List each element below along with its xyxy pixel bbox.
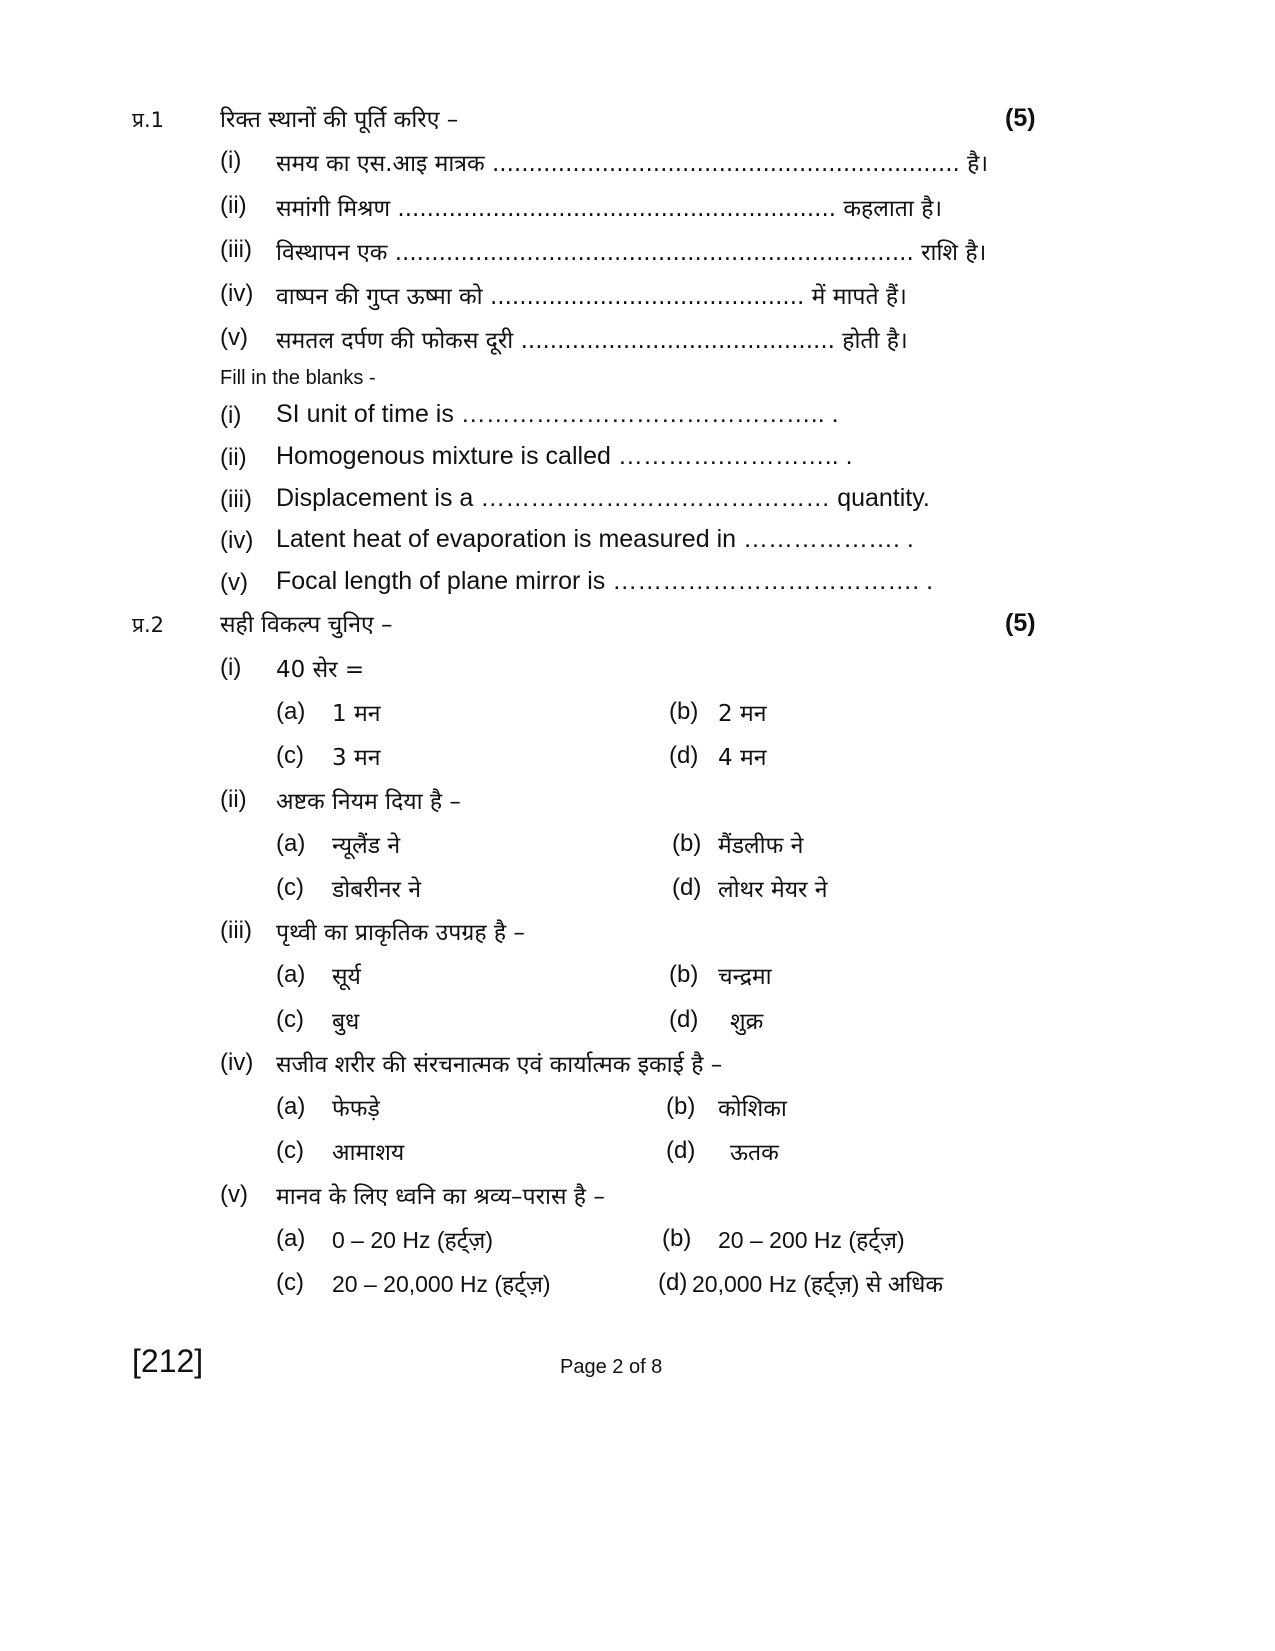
q1-hi-item-text: समतल दर्पण की फोकस दूरी ........................................... होती है। [276, 328, 908, 354]
q1-en-item-number: (iv) [220, 527, 254, 554]
q2-number: प्र.2 [132, 613, 164, 637]
option-text: 20 – 200 Hz (हर्ट्ज़) [718, 1227, 905, 1253]
q1-heading-hindi: रिक्त स्थानों की पूर्ति करिए – [220, 107, 459, 133]
option-text: डोबरीनर ने [332, 877, 422, 903]
option-label: (c) [276, 1006, 304, 1033]
option-text: कोशिका [718, 1096, 787, 1122]
q1-en-item-text: Displacement is a …………………………………… quantity. [276, 484, 930, 512]
option-text: बुध [332, 1009, 360, 1035]
q1-hi-item-text: विस्थापन एक ....................................................................... राशि है। [276, 240, 987, 266]
q2-question-text: पृथ्वी का प्राकृतिक उपग्रह है – [276, 920, 525, 946]
option-text: 20,000 Hz (हर्ट्ज़) से अधिक [692, 1271, 944, 1297]
q1-en-item-number: (i) [220, 402, 242, 429]
option-text: 0 – 20 Hz (हर्ट्ज़) [332, 1227, 494, 1253]
option-label: (b) [662, 1225, 692, 1252]
option-text: 20 – 20,000 Hz (हर्ट्ज़) [332, 1271, 551, 1297]
q1-en-item-number: (v) [220, 569, 248, 596]
option-label: (d) [669, 742, 699, 769]
q1-en-item-number: (ii) [220, 444, 247, 471]
option-label: (c) [276, 1269, 304, 1296]
option-text: 1 मन [332, 701, 381, 727]
option-text: सूर्य [332, 964, 361, 990]
paper-code: [212] [132, 1343, 204, 1379]
option-text: न्यूलैंड ने [332, 833, 401, 859]
option-text: 2 मन [718, 701, 767, 727]
q2-question-number: (i) [220, 654, 242, 681]
option-label: (a) [276, 1225, 306, 1252]
option-label: (d) [666, 1137, 696, 1164]
q1-marks: (5) [1005, 104, 1036, 132]
option-label: (c) [276, 742, 304, 769]
q1-hi-item-text: वाष्पन की गुप्त ऊष्मा को ........................................... में मापते हैं। [276, 284, 907, 310]
option-text: शुक्र [730, 1009, 764, 1035]
q2-question-number: (iv) [220, 1049, 254, 1076]
page-number: Page 2 of 8 [560, 1356, 663, 1378]
q1-en-item-text: SI unit of time is …………………………………….. . [276, 400, 839, 428]
q2-marks: (5) [1005, 609, 1036, 637]
option-label: (a) [276, 1093, 306, 1120]
option-text: 3 मन [332, 745, 381, 771]
q2-question-number: (iii) [220, 917, 252, 944]
q2-question-number: (ii) [220, 786, 247, 813]
option-label: (b) [666, 1093, 696, 1120]
option-text: आमाशय [332, 1140, 405, 1166]
option-label: (b) [669, 698, 699, 725]
q2-heading-hindi: सही विकल्प चुनिए – [220, 612, 393, 638]
q1-number: प्र.1 [132, 108, 164, 132]
option-label: (c) [276, 874, 304, 901]
option-label: (b) [672, 830, 702, 857]
option-text: लोथर मेयर ने [718, 877, 828, 903]
q2-question-text: 40 सेर = [276, 657, 365, 683]
option-label: (d) [658, 1269, 688, 1296]
q1-hi-item-number: (iii) [220, 236, 252, 263]
q1-hi-item-number: (v) [220, 324, 248, 351]
option-text: चन्द्रमा [718, 964, 772, 990]
q1-hi-item-text: समय का एस.आइ मात्रक ................................................................ है। [276, 151, 989, 177]
option-text: 4 मन [718, 745, 767, 771]
option-text: फेफड़े [332, 1096, 380, 1122]
option-label: (d) [672, 874, 702, 901]
q1-en-item-text: Homogenous mixture is called ………….………….. . [276, 442, 853, 470]
option-text: ऊतक [730, 1140, 779, 1166]
q1-en-item-number: (iii) [220, 486, 252, 513]
q1-hi-item-number: (ii) [220, 192, 247, 219]
q1-hi-item-number: (iv) [220, 280, 254, 307]
option-label: (b) [669, 961, 699, 988]
q2-question-number: (v) [220, 1181, 248, 1208]
q1-en-item-text: Latent heat of evaporation is measured in ………………. . [276, 525, 914, 553]
option-label: (a) [276, 961, 306, 988]
option-label: (d) [669, 1006, 699, 1033]
q2-question-text: अष्टक नियम दिया है – [276, 789, 461, 815]
option-label: (a) [276, 698, 306, 725]
q2-question-text: मानव के लिए ध्वनि का श्रव्य–परास है – [276, 1184, 605, 1210]
option-label: (a) [276, 830, 306, 857]
q1-hi-item-text: समांगी मिश्रण ............................................................ कहलाता है। [276, 196, 943, 222]
q1-heading-english: Fill in the blanks - [220, 367, 376, 389]
q2-question-text: सजीव शरीर की संरचनात्मक एवं कार्यात्मक इकाई है – [276, 1052, 723, 1078]
option-text: मैंडलीफ ने [718, 833, 804, 859]
q1-hi-item-number: (i) [220, 147, 242, 174]
q1-en-item-text: Focal length of plane mirror is ………………………………. . [276, 567, 934, 595]
option-label: (c) [276, 1137, 304, 1164]
